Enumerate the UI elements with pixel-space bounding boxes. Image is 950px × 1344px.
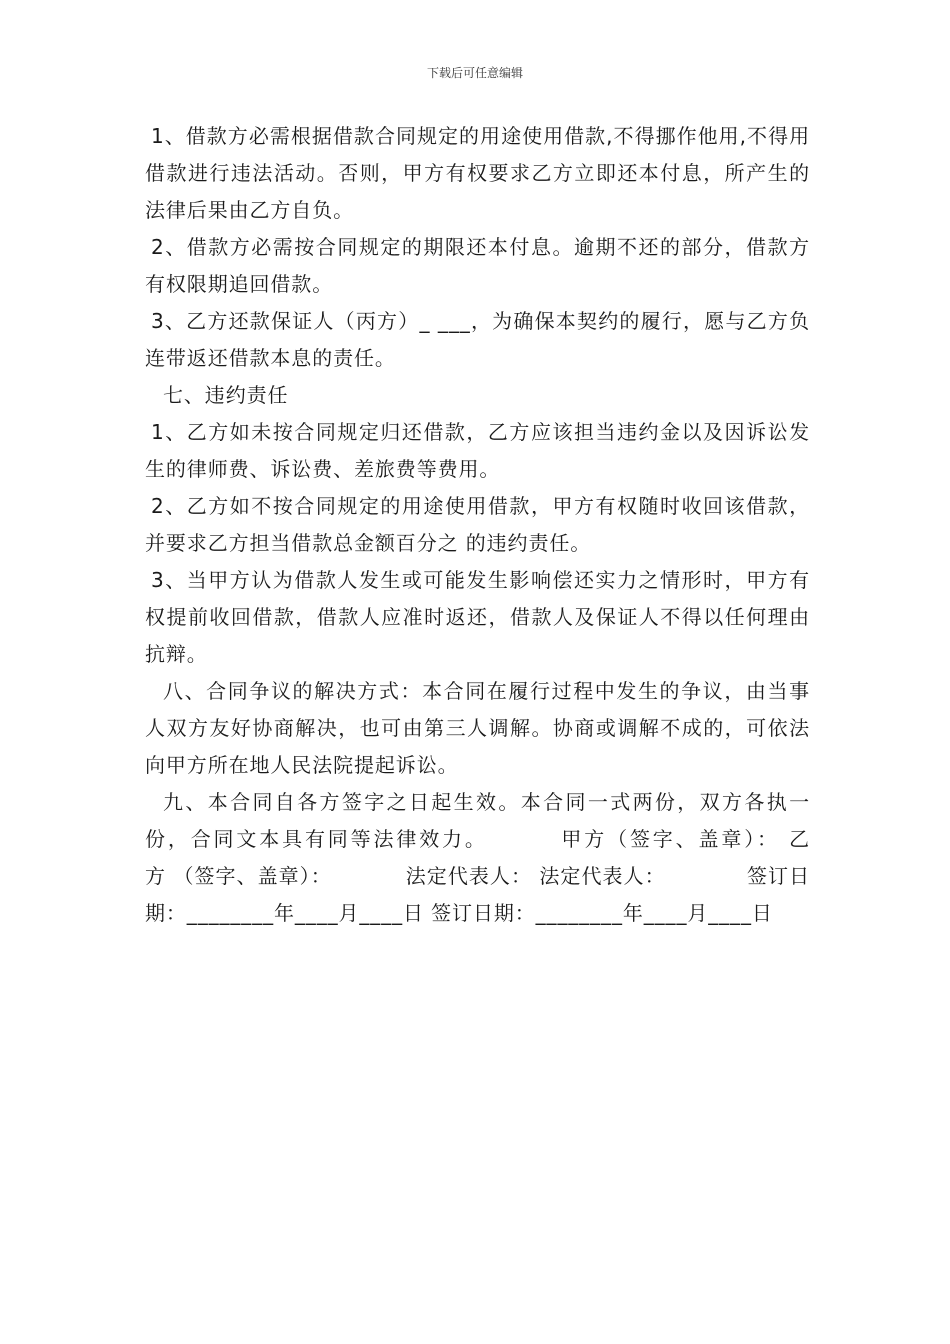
contract-body: [145, 118, 810, 932]
clause-repayment-term: 2、借款方必需按合同规定的期限还本付息。逾期不还的部分，借款方有权限期追回借款。: [145, 235, 810, 296]
section-dispute-resolution: 八、合同争议的解决方式：本合同在履行过程中发生的争议，由当事人双方友好协商解决，也可由第三人调解。协商或调解不成的，可依法向甲方所在地人民法院提起诉讼。: [145, 679, 810, 777]
clause-guarantor: 3、乙方还款保证人（丙方）_ ___，为确保本契约的履行，愿与乙方负连带返还借款本息的责任。: [145, 309, 810, 370]
section-heading-breach: 七、违约责任: [163, 383, 289, 407]
clause-repayment-use: 1、借款方必需根据借款合同规定的用途使用借款,不得挪作他用,不得用借款进行违法活动。否则，甲方有权要求乙方立即还本付息，所产生的法律后果由乙方自负。: [145, 124, 810, 222]
page-header-note: 下载后可任意编辑: [426, 66, 523, 80]
clause-breach-3: 3、当甲方认为借款人发生或可能发生影响偿还实力之情形时，甲方有权提前收回借款，借款人应准时返还，借款人及保证人不得以任何理由抗辩。: [145, 568, 810, 666]
clause-breach-2: 2、乙方如不按合同规定的用途使用借款，甲方有权随时收回该借款，并要求乙方担当借款总金额百分之 的违约责任。: [145, 494, 810, 555]
section-effectiveness-signatures: 九、本合同自各方签字之日起生效。本合同一式两份，双方各执一份，合同文本具有同等法律效力。 甲方（签字、盖章）： 乙方 （签字、盖章）： 法定代表人： 法定代表人： 签订日期：________年____月____日 签订日期：________年____月____日: [145, 790, 810, 925]
clause-breach-1: 1、乙方如未按合同规定归还借款，乙方应该担当违约金以及因诉讼发生的律师费、诉讼费、差旅费等费用。: [145, 420, 810, 481]
